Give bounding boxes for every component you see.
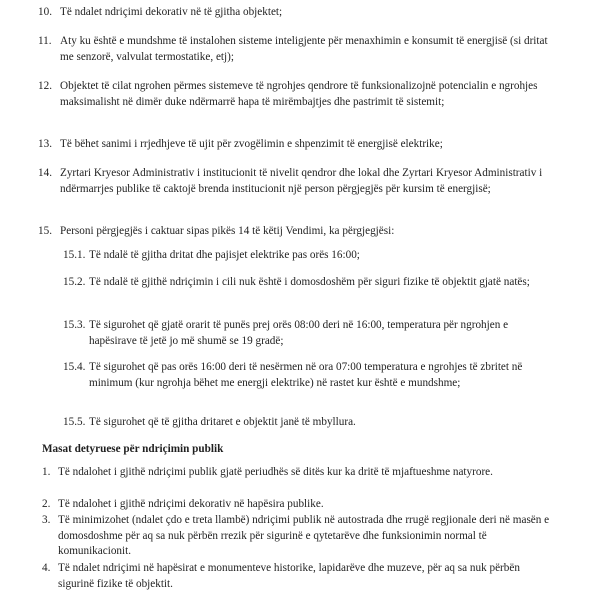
sub-item-text: Të sigurohet që të gjitha dritaret e objektit janë të mbyllura. bbox=[89, 416, 356, 428]
sub-item-text: Të ndalë të gjithë ndriçimin i cili nuk është i domosdoshëm për siguri fizike të objektit gjatë natës; bbox=[89, 276, 530, 288]
item-text: Të ndalet ndriçimi dekorativ në të gjitha objektet; bbox=[60, 6, 283, 18]
sub-item-text: Të sigurohet që gjatë orarit të punës prej orës 08:00 deri në 16:00, temperatura për ngrohjen e hapësirave të jetë jo më shumë se 19 gradë; bbox=[89, 319, 509, 347]
sub-item-text: Të ndalë të gjitha dritat dhe pajisjet elektrike pas orës 16:00; bbox=[89, 249, 360, 261]
item-text: Aty ku është e mundshme të instalohen sisteme inteligjente për menaxhimin e konsumit të energjisë (si dritat me senzorë, valvulat termostatike, etj); bbox=[60, 35, 548, 63]
list-text: Të ndalohet i gjithë ndriçimi publik gjatë periudhës së ditës kur ka dritë të mjaftueshme natyrore. bbox=[58, 466, 493, 478]
list-number: 1. bbox=[42, 466, 51, 478]
item-number: 10. bbox=[38, 6, 52, 18]
item-text: Zyrtari Kryesor Administrativ i institucionit të nivelit qendror dhe lokal dhe Zyrtari Kryesor Administrativ i ndërmarrjes publike të caktojë brenda institucionit një person përgjegjës për kursim të energjisë; bbox=[60, 167, 543, 195]
sub-item-text: Të sigurohet që pas orës 16:00 deri të nesërmen në ora 07:00 temperatura e ngrohjes të zbritet në minimum (kur ngrohja bëhet me energji elektrike) në rastet kur është e mundshme; bbox=[89, 361, 523, 389]
item-number: 13. bbox=[38, 138, 52, 150]
list-text: Të ndalet ndriçimi në hapësirat e monumenteve historike, lapidarëve dhe muzeve, për aq sa nuk përbën sigurinë fizike të objektit. bbox=[58, 562, 520, 590]
list-number: 3. bbox=[42, 514, 51, 526]
item-text: Të bëhet sanimi i rrjedhjeve të ujit për zvogëlimin e shpenzimit të energjisë elektrike; bbox=[60, 138, 443, 150]
sub-item-number: 15.1. bbox=[63, 249, 86, 261]
item-text: Personi përgjegjës i caktuar sipas pikës 14 të këtij Vendimi, ka përgjegjësi: bbox=[60, 225, 395, 237]
item-number: 12. bbox=[38, 80, 52, 92]
sub-item-number: 15.5. bbox=[63, 416, 86, 428]
list-text: Të minimizohet (ndalet çdo e treta llambë) ndriçimi publik në autostrada dhe rrugë regjionale deri në masën e domosdoshme për aq sa nuk përbën rrezik për sigurinë e qytetarëve dhe funksionimin normal të komunikacionit. bbox=[58, 514, 550, 558]
item-number: 11. bbox=[38, 35, 52, 47]
sub-item-number: 15.3. bbox=[63, 319, 86, 331]
item-text: Objektet të cilat ngrohen përmes sistemeve të ngrohjes qendrore të funksionalizojnë potencialin e ngrohjes maksimalisht në dimër duke ndërmarrë hapa të mirëmbajtjes dhe pastrimit të sistemit; bbox=[60, 80, 538, 108]
section-heading: Masat detyruese për ndriçimin publik bbox=[42, 443, 224, 455]
list-number: 2. bbox=[42, 498, 51, 510]
sub-item-number: 15.4. bbox=[63, 361, 86, 373]
item-number: 15. bbox=[38, 225, 52, 237]
item-number: 14. bbox=[38, 167, 52, 179]
list-number: 4. bbox=[42, 562, 51, 574]
list-text: Të ndalohet i gjithë ndriçimi dekorativ në hapësira publike. bbox=[58, 498, 324, 510]
sub-item-number: 15.2. bbox=[63, 276, 86, 288]
